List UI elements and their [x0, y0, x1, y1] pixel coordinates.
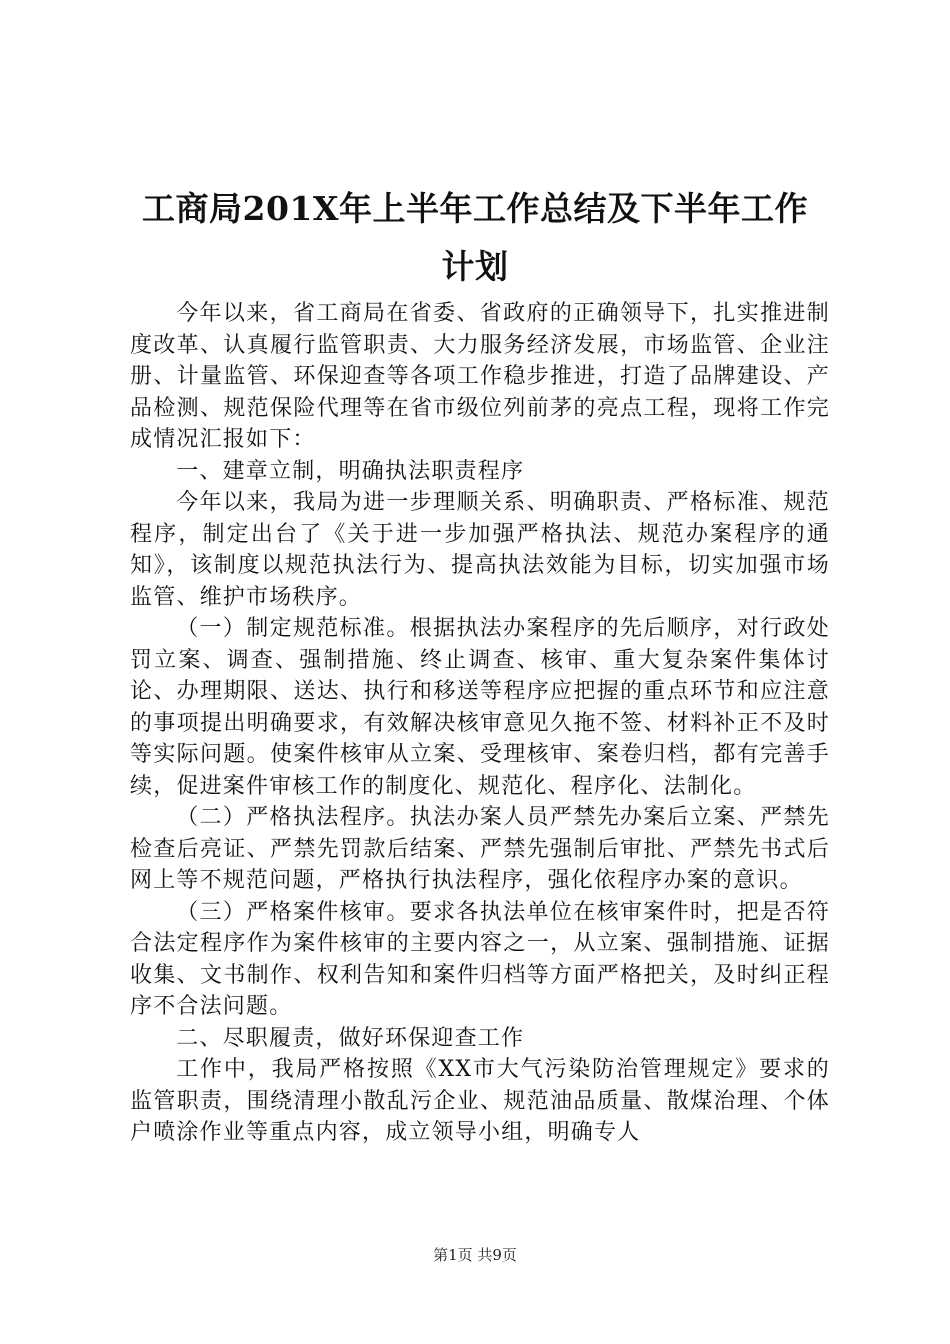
- paragraph-item-3: （三）严格案件核审。要求各执法单位在核审案件时，把是否符合法定程序作为案件核审的主要内容之一，从立案、强制措施、证据收集、文书制作、权利告知和案件归档等方面严格把关，及时纠正程序不合法问题。: [130, 899, 830, 1019]
- paragraph-item-2: （二）严格执法程序。执法办案人员严禁先办案后立案、严禁先检查后亮证、严禁先罚款后结案、严禁先强制后审批、严禁先书式后网上等不规范问题，严格执行执法程序，强化依程序办案的意识。: [130, 805, 830, 893]
- document-title: [100, 180, 850, 296]
- title-line-1: 工商局201X年上半年工作总结及下半年工作: [142, 189, 808, 228]
- page-footer: 第1页 共9页: [433, 1246, 517, 1264]
- paragraph-section-2: 工作中，我局严格按照《XX市大气污染防治管理规定》要求的监管职责，围绕清理小散乱污企业、规范油品质量、散煤治理、个体户喷涂作业等重点内容，成立领导小组，明确专人: [130, 1057, 830, 1145]
- title-line-2: 计划: [441, 247, 509, 286]
- section-heading-1: 一、建章立制，明确执法职责程序: [176, 458, 525, 484]
- paragraph-section-1: 今年以来，我局为进一步理顺关系、明确职责、严格标准、规范程序，制定出台了《关于进一步加强严格执法、规范办案程序的通知》，该制度以规范执法行为、提高执法效能为目标，切实加强市场监管、维护市场秩序。: [130, 490, 830, 610]
- paragraph-intro: 今年以来，省工商局在省委、省政府的正确领导下，扎实推进制度改革、认真履行监管职责、大力服务经济发展，市场监管、企业注册、计量监管、环保迎查等各项工作稳步推进，打造了品牌建设、产品检测、规范保险代理等在省市级位列前茅的亮点工程，现将工作完成情况汇报如下：: [130, 301, 830, 452]
- document-body: [130, 298, 830, 1149]
- paragraph-item-1: （一）制定规范标准。根据执法办案程序的先后顺序，对行政处罚立案、调查、强制措施、终止调查、核审、重大复杂案件集体讨论、办理期限、送达、执行和移送等程序应把握的重点环节和应注意的事项提出明确要求，有效解决核审意见久拖不签、材料补正不及时等实际问题。使案件核审从立案、受理核审、案卷归档，都有完善手续，促进案件审核工作的制度化、规范化、程序化、法制化。: [130, 616, 830, 799]
- section-heading-2: 二、尽职履责，做好环保迎查工作: [176, 1025, 525, 1051]
